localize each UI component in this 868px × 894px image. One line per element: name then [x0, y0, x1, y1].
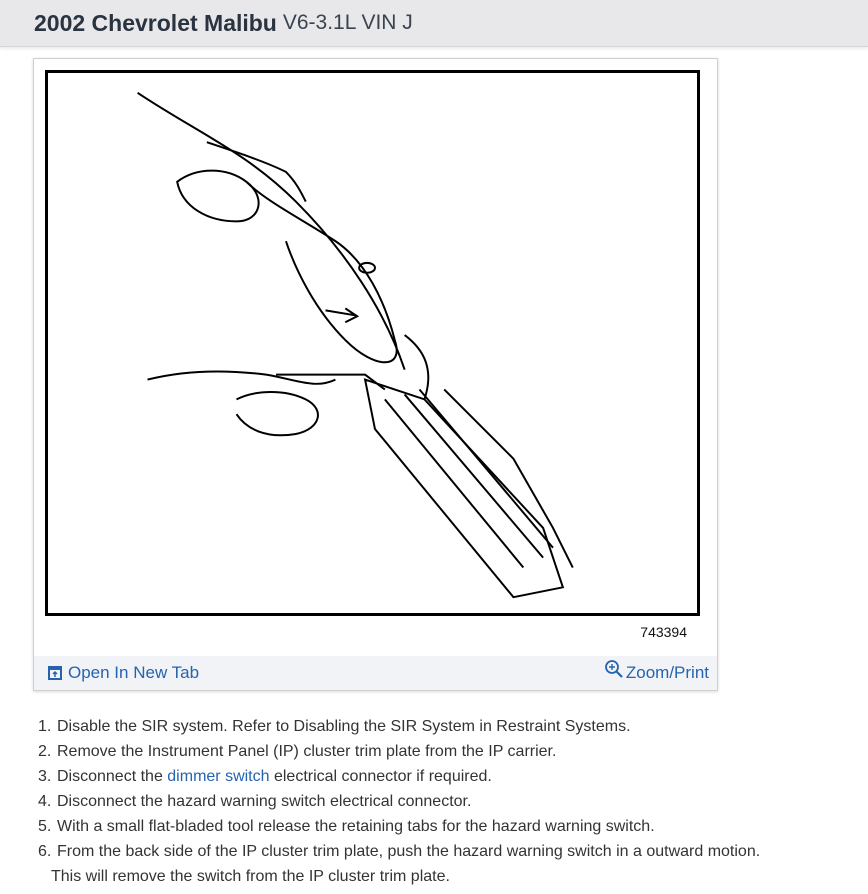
step-text-pre: Disconnect the: [57, 768, 168, 785]
step-item: [38, 739, 760, 764]
step-item: [38, 714, 760, 739]
page-header: [0, 0, 868, 47]
figure-number: 743394: [640, 624, 687, 640]
figure-footer: [34, 656, 717, 690]
hazard-switch-illustration: [45, 70, 700, 616]
open-new-tab-label: Open In New Tab: [68, 663, 200, 682]
step-text-post: electrical connector if required.: [269, 768, 492, 785]
open-new-tab-icon: [48, 666, 62, 680]
figure-card: [33, 58, 718, 691]
vehicle-title: 2002 Chevrolet Malibu: [34, 9, 277, 36]
step-text: Disable the SIR system. Refer to Disabling the SIR System in Restraint Systems.: [57, 718, 631, 735]
step-number: 1.: [38, 718, 52, 735]
step-item: [38, 814, 760, 839]
zoom-print-label: Zoom/Print: [625, 663, 709, 682]
engine-subtitle: V6-3.1L VIN J: [282, 11, 413, 34]
step-number: 2.: [38, 743, 52, 760]
step-text: Disconnect the hazard warning switch electrical connector.: [57, 793, 472, 810]
step-text-continued: This will remove the switch from the IP cluster trim plate.: [51, 868, 450, 885]
step-item: [38, 789, 760, 814]
open-new-tab-link[interactable]: [48, 663, 199, 683]
step-item: [38, 764, 760, 789]
step-text: With a small flat-bladed tool release the retaining tabs for the hazard warning switch.: [57, 818, 655, 835]
zoom-in-icon: [604, 659, 624, 679]
zoom-print-link[interactable]: [604, 663, 709, 683]
dimmer-switch-link[interactable]: dimmer switch: [167, 768, 270, 785]
step-text: Remove the Instrument Panel (IP) cluster trim plate from the IP carrier.: [57, 743, 557, 760]
step-number: 4.: [38, 793, 52, 810]
step-number: 5.: [38, 818, 52, 835]
step-number: 6.: [38, 843, 52, 860]
step-text: From the back side of the IP cluster trim plate, push the hazard warning switch in a outward motion.: [57, 843, 761, 860]
step-item: [38, 839, 760, 889]
procedure-steps: [38, 714, 760, 889]
step-number: 3.: [38, 768, 52, 785]
